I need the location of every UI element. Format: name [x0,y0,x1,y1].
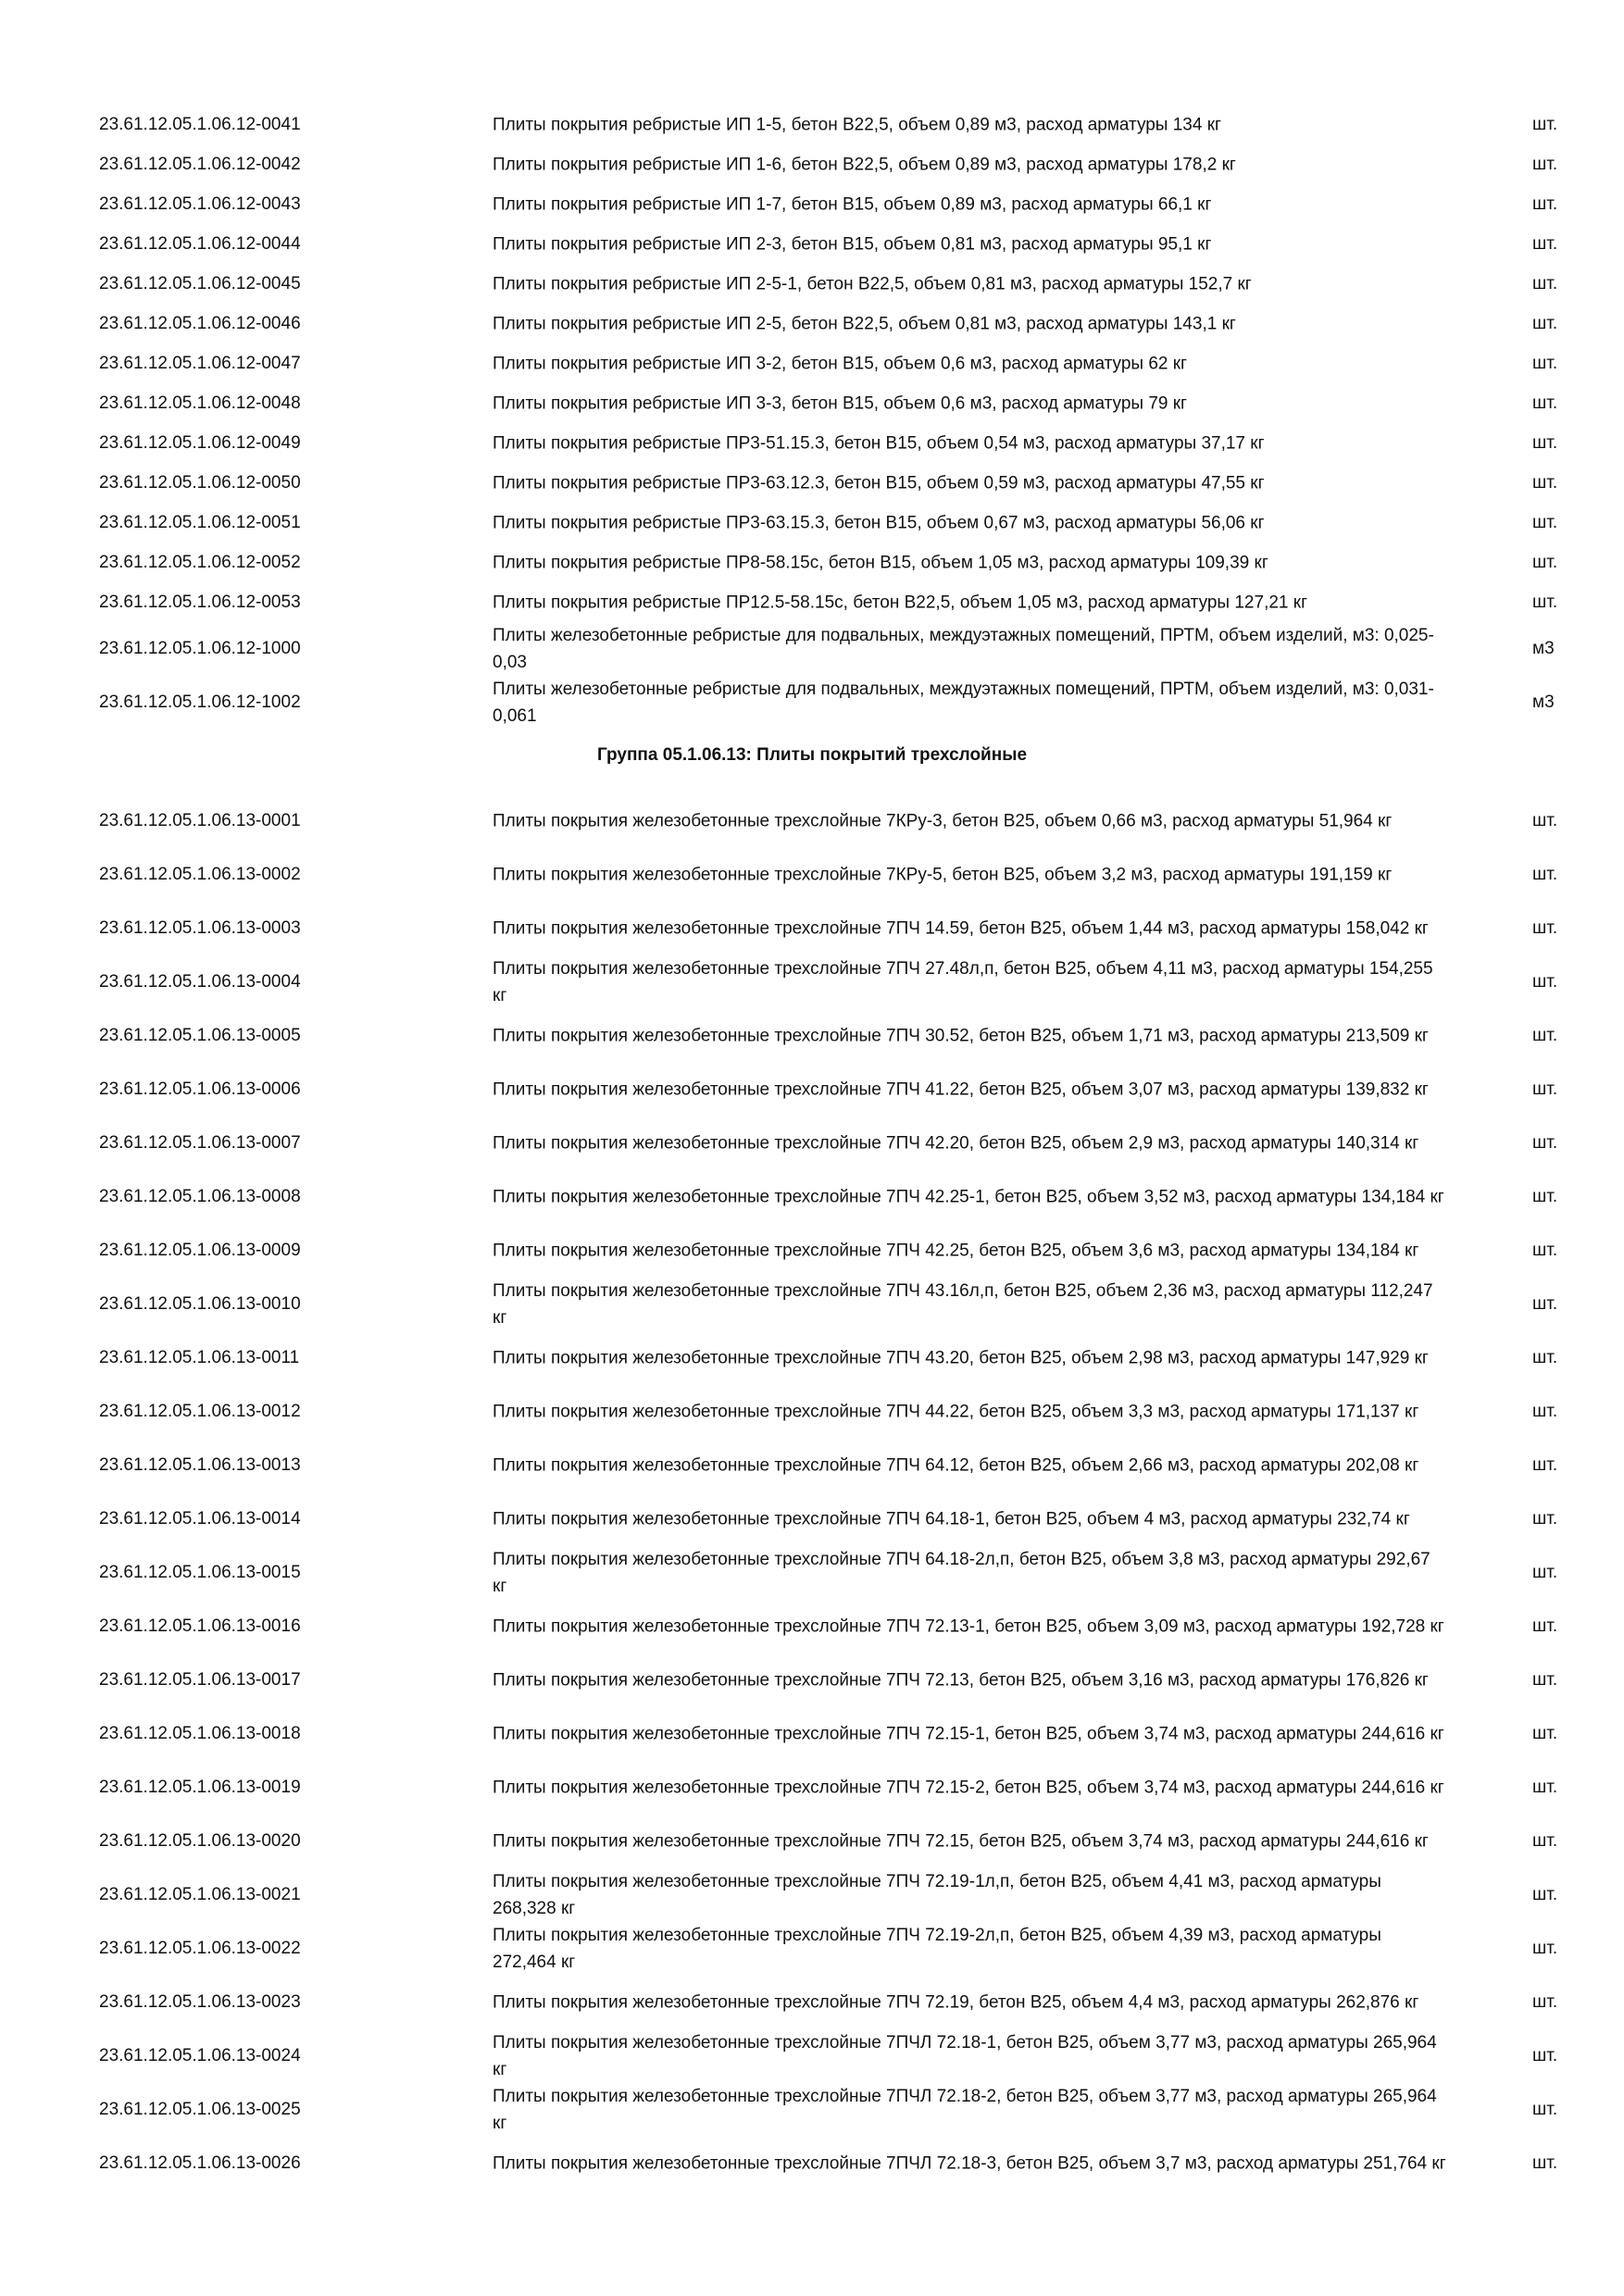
table-row [0,1117,1624,1170]
item-code: 23.61.12.05.1.06.13-0023 [99,1992,301,2012]
item-description: Плиты покрытия железобетонные трехслойные 7ПЧ 72.15-2, бетон В25, объем 3,74 м3, расход арматуры 244,616 кг [493,1778,1444,1798]
item-description: Плиты покрытия ребристые ПР3-63.12.3, бетон В15, объем 0,59 м3, расход арматуры 47,55 кг [493,473,1265,493]
item-code: 23.61.12.05.1.06.13-0014 [99,1509,301,1529]
item-description: Плиты покрытия железобетонные трехслойные 7ПЧ 72.19-1л,п, бетон В25, объем 4,41 м3, расход арматуры 268,328 кг [493,1872,1381,1918]
table-row [0,423,1624,463]
item-unit: шт. [1532,1778,1558,1797]
item-description: Плиты покрытия железобетонные трехслойные 7ПЧ 41.22, бетон В25, объем 3,07 м3, расход арматуры 139,832 кг [493,1079,1429,1100]
item-unit: шт. [1532,472,1558,493]
table-row [0,1278,1624,1331]
item-description: Плиты покрытия железобетонные трехслойные 7ПЧЛ 72.18-2, бетон В25, объем 3,77 м3, расход арматуры 265,964 кг [493,2087,1437,2133]
item-code: 23.61.12.05.1.06.13-0022 [99,1939,301,1958]
item-code: 23.61.12.05.1.06.13-0007 [99,1133,301,1153]
item-unit: шт. [1532,865,1558,884]
item-code: 23.61.12.05.1.06.13-0011 [99,1348,300,1367]
item-unit: шт. [1532,1241,1558,1260]
item-code: 23.61.12.05.1.06.13-0006 [99,1079,301,1099]
item-description: Плиты покрытия железобетонные трехслойные 7КРу-3, бетон В25, объем 0,66 м3, расход арматуры 51,964 кг [493,811,1393,831]
item-code: 23.61.12.05.1.06.13-0013 [99,1455,301,1475]
table-row [0,622,1624,676]
item-unit: шт. [1532,1294,1558,1314]
item-code: 23.61.12.05.1.06.13-0016 [99,1616,301,1636]
table-row [0,848,1624,902]
item-description: Плиты покрытия железобетонные трехслойные 7ПЧЛ 72.18-1, бетон В25, объем 3,77 м3, расход арматуры 265,964 кг [493,2033,1437,2079]
item-unit: шт. [1532,1079,1558,1099]
item-unit: шт. [1532,1616,1558,1636]
item-code: 23.61.12.05.1.06.13-0001 [99,811,301,830]
item-unit: шт. [1532,2100,1558,2119]
item-code: 23.61.12.05.1.06.12-0052 [99,552,301,572]
item-code: 23.61.12.05.1.06.13-0005 [99,1026,301,1045]
table-row [0,676,1624,730]
item-code: 23.61.12.05.1.06.12-0050 [99,472,301,493]
item-description: Плиты покрытия железобетонные трехслойные 7ПЧ 43.16л,п, бетон В25, объем 2,36 м3, расход арматуры 112,247 кг [493,1281,1433,1328]
item-unit: шт. [1532,353,1558,373]
table-row [0,2083,1624,2137]
item-unit: шт. [1532,1187,1558,1206]
table-row [0,1707,1624,1761]
group-heading: Группа 05.1.06.13: Плиты покрытий трехслойные [596,745,1028,765]
item-unit: шт. [1532,811,1558,830]
table-row [0,1009,1624,1063]
table-row [0,1224,1624,1278]
table-row [0,794,1624,848]
item-unit: шт. [1532,918,1558,938]
item-description: Плиты покрытия железобетонные трехслойные 7ПЧ 43.20, бетон В25, объем 2,98 м3, расход арматуры 147,929 кг [493,1348,1429,1368]
item-unit: шт. [1532,1402,1558,1421]
item-description: Плиты железобетонные ребристые для подвальных, междуэтажных помещений, ПРТМ, объем изделий, м3: 0,031-0,061 [493,680,1434,726]
item-code: 23.61.12.05.1.06.12-0051 [99,512,301,532]
table-row [0,343,1624,383]
item-code: 23.61.12.05.1.06.12-0047 [99,353,301,373]
table-row [0,1331,1624,1385]
item-description: Плиты покрытия железобетонные трехслойные 7ПЧ 42.25-1, бетон В25, объем 3,52 м3, расход арматуры 134,184 кг [493,1187,1444,1207]
item-code: 23.61.12.05.1.06.13-0004 [99,972,301,992]
item-code: 23.61.12.05.1.06.13-0019 [99,1778,301,1797]
item-description: Плиты покрытия железобетонные трехслойные 7ПЧ 14.59, бетон В25, объем 1,44 м3, расход арматуры 158,042 кг [493,918,1429,939]
item-description: Плиты покрытия ребристые ИП 3-2, бетон В15, объем 0,6 м3, расход арматуры 62 кг [493,354,1187,373]
item-description: Плиты покрытия железобетонные трехслойные 7ПЧ 64.18-2л,п, бетон В25, объем 3,8 м3, расход арматуры 292,67 кг [493,1550,1430,1596]
item-description: Плиты покрытия железобетонные трехслойные 7ПЧ 72.19-2л,п, бетон В25, объем 4,39 м3, расход арматуры 272,464 кг [493,1926,1381,1972]
item-description: Плиты покрытия железобетонные трехслойные 7ПЧ 72.19, бетон В25, объем 4,4 м3, расход арматуры 262,876 кг [493,1992,1419,2013]
item-code: 23.61.12.05.1.06.13-0021 [99,1885,301,1904]
item-unit: шт. [1532,393,1558,413]
table-row [0,1868,1624,1922]
table-row [0,1063,1624,1117]
item-code: 23.61.12.05.1.06.12-0041 [99,114,301,134]
table-row [0,902,1624,955]
table-row [0,1815,1624,1868]
item-unit: м3 [1532,693,1555,712]
table-row [0,304,1624,343]
item-code: 23.61.12.05.1.06.13-0025 [99,2100,301,2119]
item-unit: шт. [1532,512,1558,532]
item-unit: шт. [1532,1670,1558,1690]
table-row [0,1439,1624,1492]
item-unit: шт. [1532,592,1558,612]
item-code: 23.61.12.05.1.06.12-0053 [99,592,301,612]
table-row [0,1546,1624,1600]
item-description: Плиты покрытия ребристые ИП 2-3, бетон В15, объем 0,81 м3, расход арматуры 95,1 кг [493,234,1212,254]
item-unit: шт. [1532,154,1558,174]
table-row [0,1492,1624,1546]
item-code: 23.61.12.05.1.06.13-0008 [99,1187,301,1206]
item-unit: шт. [1532,233,1558,254]
item-unit: шт. [1532,114,1558,134]
item-code: 23.61.12.05.1.06.13-0009 [99,1241,301,1260]
item-code: 23.61.12.05.1.06.13-0003 [99,918,301,938]
item-code: 23.61.12.05.1.06.12-1000 [99,639,301,658]
item-description: Плиты покрытия железобетонные трехслойные 7ПЧ 72.15, бетон В25, объем 3,74 м3, расход арматуры 244,616 кг [493,1831,1429,1852]
item-unit: шт. [1532,2046,1558,2065]
item-description: Плиты покрытия ребристые ИП 2-5, бетон В22,5, объем 0,81 м3, расход арматуры 143,1 кг [493,314,1236,333]
item-description: Плиты покрытия железобетонные трехслойные 7КРу-5, бетон В25, объем 3,2 м3, расход арматуры 191,159 кг [493,865,1393,885]
table-row [0,383,1624,423]
table-row [0,1385,1624,1439]
item-code: 23.61.12.05.1.06.12-0046 [99,313,301,333]
table-row [0,105,1624,144]
item-description: Плиты покрытия ребристые ИП 1-6, бетон В22,5, объем 0,89 м3, расход арматуры 178,2 кг [493,155,1236,174]
item-description: Плиты покрытия железобетонные трехслойные 7ПЧ 30.52, бетон В25, объем 1,71 м3, расход арматуры 213,509 кг [493,1026,1429,1046]
item-unit: шт. [1532,552,1558,572]
table-row [0,264,1624,304]
table-row [0,184,1624,224]
item-description: Плиты покрытия ребристые ИП 1-5, бетон В22,5, объем 0,89 м3, расход арматуры 134 кг [493,115,1221,134]
item-description: Плиты покрытия железобетонные трехслойные 7ПЧ 42.20, бетон В25, объем 2,9 м3, расход арматуры 140,314 кг [493,1133,1419,1154]
item-unit: шт. [1532,1509,1558,1529]
table-row [0,1653,1624,1707]
item-unit: шт. [1532,313,1558,333]
table-row [0,955,1624,1009]
item-code: 23.61.12.05.1.06.13-0020 [99,1831,301,1851]
item-code: 23.61.12.05.1.06.13-0002 [99,865,301,884]
item-unit: шт. [1532,273,1558,293]
item-code: 23.61.12.05.1.06.12-0049 [99,432,301,453]
item-unit: шт. [1532,1992,1558,2012]
item-unit: шт. [1532,1939,1558,1958]
item-code: 23.61.12.05.1.06.12-1002 [99,693,301,712]
item-code: 23.61.12.05.1.06.12-0043 [99,193,301,214]
item-description: Плиты покрытия ребристые ПР3-51.15.3, бетон В15, объем 0,54 м3, расход арматуры 37,17 кг [493,433,1265,453]
item-code: 23.61.12.05.1.06.13-0018 [99,1724,301,1743]
item-description: Плиты покрытия железобетонные трехслойные 7ПЧ 64.18-1, бетон В25, объем 4 м3, расход арматуры 232,74 кг [493,1509,1410,1529]
table-row [0,543,1624,582]
table-row [0,144,1624,184]
item-description: Плиты покрытия ребристые ИП 2-5-1, бетон В22,5, объем 0,81 м3, расход арматуры 152,7 кг [493,274,1252,293]
table-row [0,1976,1624,2029]
table-row [0,1170,1624,1224]
item-unit: шт. [1532,972,1558,992]
item-description: Плиты покрытия ребристые ПР12.5-58.15с, бетон В22,5, объем 1,05 м3, расход арматуры 127,21 кг [493,593,1308,612]
item-description: Плиты покрытия железобетонные трехслойные 7ПЧ 72.15-1, бетон В25, объем 3,74 м3, расход арматуры 244,616 кг [493,1724,1444,1744]
item-description: Плиты покрытия ребристые ИП 1-7, бетон В15, объем 0,89 м3, расход арматуры 66,1 кг [493,194,1212,214]
item-description: Плиты покрытия железобетонные трехслойные 7ПЧ 27.48л,п, бетон В25, объем 4,11 м3, расход арматуры 154,255 кг [493,959,1433,1005]
item-code: 23.61.12.05.1.06.13-0015 [99,1563,301,1582]
item-unit: шт. [1532,193,1558,214]
item-unit: шт. [1532,1026,1558,1045]
item-code: 23.61.12.05.1.06.13-0017 [99,1670,301,1690]
item-description: Плиты покрытия ребристые ИП 3-3, бетон В15, объем 0,6 м3, расход арматуры 79 кг [493,393,1187,413]
item-unit: шт. [1532,1724,1558,1743]
table-row [0,2029,1624,2083]
table-row [0,582,1624,622]
item-description: Плиты покрытия железобетонные трехслойные 7ПЧ 64.12, бетон В25, объем 2,66 м3, расход арматуры 202,08 кг [493,1455,1419,1476]
item-description: Плиты покрытия железобетонные трехслойные 7ПЧ 72.13-1, бетон В25, объем 3,09 м3, расход арматуры 192,728 кг [493,1616,1444,1637]
table-row [0,503,1624,543]
item-description: Плиты покрытия железобетонные трехслойные 7ПЧ 44.22, бетон В25, объем 3,3 м3, расход арматуры 171,137 кг [493,1402,1419,1422]
item-unit: шт. [1532,432,1558,453]
item-unit: шт. [1532,1563,1558,1582]
item-code: 23.61.12.05.1.06.12-0044 [99,233,301,254]
table-row [0,224,1624,264]
item-code: 23.61.12.05.1.06.13-0012 [99,1402,301,1421]
item-code: 23.61.12.05.1.06.13-0010 [99,1294,301,1314]
item-description: Плиты покрытия железобетонные трехслойные 7ПЧ 72.13, бетон В25, объем 3,16 м3, расход арматуры 176,826 кг [493,1670,1429,1691]
item-unit: шт. [1532,1455,1558,1475]
item-code: 23.61.12.05.1.06.12-0048 [99,393,301,413]
item-unit: шт. [1532,1348,1558,1367]
item-unit: шт. [1532,1885,1558,1904]
item-description: Плиты железобетонные ребристые для подвальных, междуэтажных помещений, ПРТМ, объем изделий, м3: 0,025-0,03 [493,626,1434,672]
item-description: Плиты покрытия железобетонные трехслойные 7ПЧЛ 72.18-3, бетон В25, объем 3,7 м3, расход арматуры 251,764 кг [493,2153,1446,2174]
table-row [0,1922,1624,1976]
item-code: 23.61.12.05.1.06.13-0026 [99,2153,301,2173]
item-code: 23.61.12.05.1.06.13-0024 [99,2046,301,2065]
item-unit: шт. [1532,2153,1558,2173]
item-description: Плиты покрытия ребристые ПР8-58.15с, бетон В15, объем 1,05 м3, расход арматуры 109,39 кг [493,553,1268,572]
table-row [0,2137,1624,2190]
table-row [0,1761,1624,1815]
item-description: Плиты покрытия ребристые ПР3-63.15.3, бетон В15, объем 0,67 м3, расход арматуры 56,06 кг [493,513,1265,532]
item-unit: шт. [1532,1831,1558,1851]
table-row [0,463,1624,503]
item-unit: м3 [1532,639,1555,658]
item-code: 23.61.12.05.1.06.12-0042 [99,154,301,174]
table-row [0,1600,1624,1653]
item-description: Плиты покрытия железобетонные трехслойные 7ПЧ 42.25, бетон В25, объем 3,6 м3, расход арматуры 134,184 кг [493,1241,1419,1261]
item-unit: шт. [1532,1133,1558,1153]
item-code: 23.61.12.05.1.06.12-0045 [99,273,301,293]
